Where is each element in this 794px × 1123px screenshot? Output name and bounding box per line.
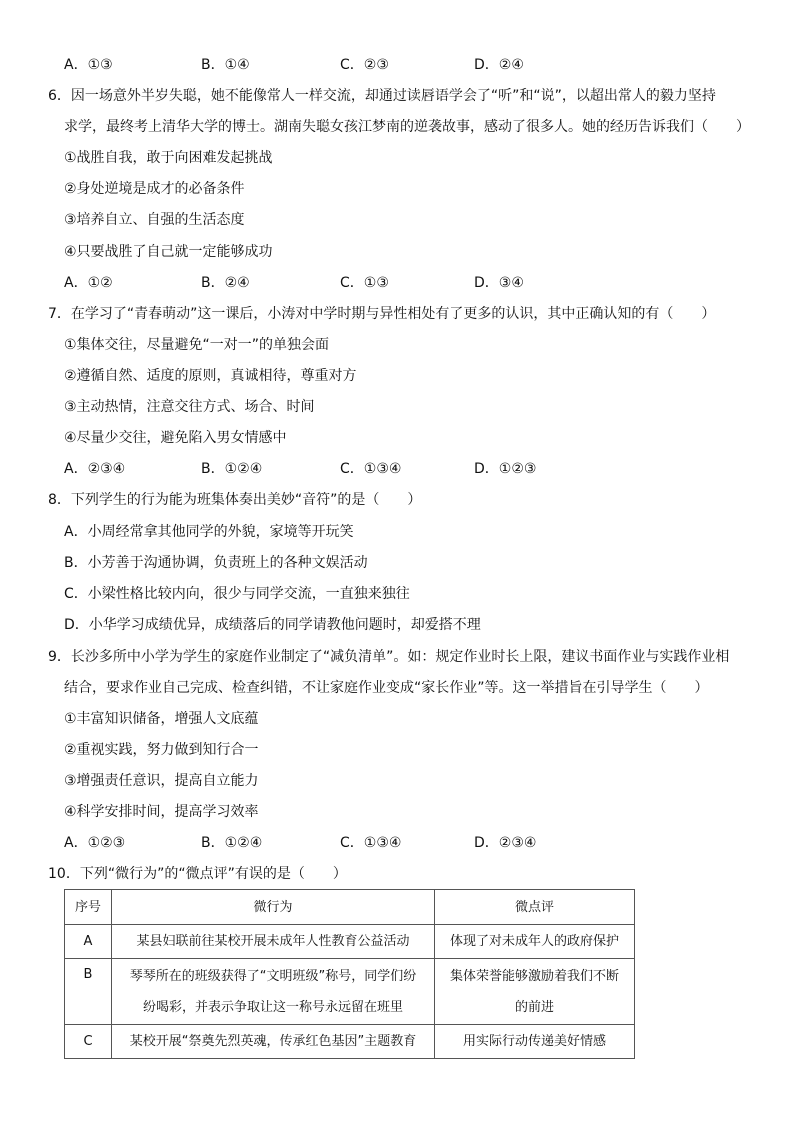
comment-line: 的前进 <box>514 999 554 1015</box>
q7-option-d: D．①②③ <box>474 461 537 477</box>
q9-option-b: B．①②④ <box>201 835 263 851</box>
table-header-behavior: 微行为 <box>112 890 435 925</box>
q8-choice-d: D．小华学习成绩优异，成绩落后的同学请教他问题时，却爱搭不理 <box>64 617 481 633</box>
table-header-row <box>65 890 635 925</box>
behavior-line: 某县妇联前往某校开展未成年人性教育公益活动 <box>136 934 410 949</box>
q8-stem-line1: 8．下列学生的行为能为班集体奏出美妙“音符”的是（ ） <box>48 492 422 508</box>
q9-option-d: D．②③④ <box>474 835 537 851</box>
q7-item-4: ④尽量少交往，避免陷入男女情感中 <box>64 430 287 446</box>
q5-option-c: C．②③ <box>340 57 389 73</box>
q7-option-b: B．①②④ <box>201 461 263 477</box>
table-row <box>65 959 635 1025</box>
q6-option-b: B．②④ <box>201 275 250 291</box>
behavior-line: 琴琴所在的班级获得了“文明班级”称号，同学们纷 <box>129 968 417 984</box>
comment-line: 用实际行动传递美好情感 <box>462 1034 606 1049</box>
q7-option-c: C．①③④ <box>340 461 402 477</box>
q6-option-c: C．①③ <box>340 275 389 291</box>
q9-option-c: C．①③④ <box>340 835 402 851</box>
behavior-line: 纷喝彩，并表示争取让这一称号永远留在班里 <box>142 999 403 1015</box>
q9-item-3: ③增强责任意识，提高自立能力 <box>64 773 259 789</box>
q5-option-b: B．①④ <box>201 57 250 73</box>
q9-option-a: A．①②③ <box>64 835 126 851</box>
q6-item-1: ①战胜自我，敢于向困难发起挑战 <box>64 150 273 166</box>
q9-item-4: ④科学安排时间，提高学习效率 <box>64 804 259 820</box>
q6-item-2: ②身处逆境是成才的必备条件 <box>64 181 245 197</box>
q9-stem-line1: 9．长沙多所中小学为学生的家庭作业制定了“减负清单”。如：规定作业时长上限，建议书面作业与实践作业相 <box>48 649 730 665</box>
q5-option-d: D．②④ <box>474 57 524 73</box>
table-cell-behavior <box>112 925 435 959</box>
q7-item-3: ③主动热情，注意交往方式、场合、时间 <box>64 399 315 415</box>
q8-choice-a: A．小周经常拿其他同学的外貌，家境等开玩笑 <box>64 524 354 540</box>
q8-choice-b: B．小芳善于沟通协调，负责班上的各种文娱活动 <box>64 555 368 571</box>
comment-line: 集体荣誉能够激励着我们不断 <box>449 968 619 984</box>
table-row <box>65 1025 635 1059</box>
q6-stem-line2: 求学，最终考上清华大学的博士。湖南失聪女孩江梦南的逆袭故事，感动了很多人。她的经历告诉我们（ ） <box>64 119 750 135</box>
q6-option-a: A．①② <box>64 275 113 291</box>
table-cell-comment <box>435 1025 635 1059</box>
q7-item-2: ②遵循自然、适度的原则，真诚相待，尊重对方 <box>64 368 357 384</box>
table-cell-comment <box>435 925 635 959</box>
table-cell-behavior <box>112 1025 435 1059</box>
table-header-comment: 微点评 <box>435 890 635 925</box>
q7-stem-line1: 7．在学习了“青春萌动”这一课后，小涛对中学时期与异性相处有了更多的认识，其中正确认知的有（ ） <box>48 306 716 322</box>
q6-stem-line1: 6．因一场意外半岁失聪，她不能像常人一样交流，却通过读唇语学会了“听”和“说”，以超出常人的毅力坚持 <box>48 88 716 104</box>
table-cell-comment <box>435 959 635 1025</box>
table-cell-behavior <box>112 959 435 1025</box>
q9-item-1: ①丰富知识储备，增强人文底蕴 <box>64 711 259 727</box>
q7-option-a: A．②③④ <box>64 461 126 477</box>
table-cell-id: B <box>65 959 112 1025</box>
table-cell-id: C <box>65 1025 112 1059</box>
q6-item-4: ④只要战胜了自己就一定能够成功 <box>64 244 273 260</box>
q6-option-d: D．③④ <box>474 275 524 291</box>
behavior-line: 某校开展“祭奠先烈英魂，传承红色基因”主题教育 <box>129 1034 417 1049</box>
q9-item-2: ②重视实践，努力做到知行合一 <box>64 742 259 758</box>
q7-item-1: ①集体交往，尽量避免“一对一”的单独会面 <box>64 337 330 353</box>
q10-stem-line1: 10．下列“微行为”的“微点评”有误的是（ ） <box>48 866 347 882</box>
q6-item-3: ③培养自立、自强的生活态度 <box>64 212 245 228</box>
table-header-id: 序号 <box>65 890 112 925</box>
table-cell-id: A <box>65 925 112 959</box>
q8-choice-c: C．小梁性格比较内向，很少与同学交流，一直独来独往 <box>64 586 410 602</box>
q5-option-a: A．①③ <box>64 57 113 73</box>
comment-line: 体现了对未成年人的政府保护 <box>449 934 619 949</box>
q10-table <box>64 889 635 1059</box>
q9-stem-line2: 结合，要求作业自己完成、检查纠错，不让家庭作业变成“家长作业”等。这一举措旨在引导学生（ ） <box>64 680 709 696</box>
table-row <box>65 925 635 959</box>
